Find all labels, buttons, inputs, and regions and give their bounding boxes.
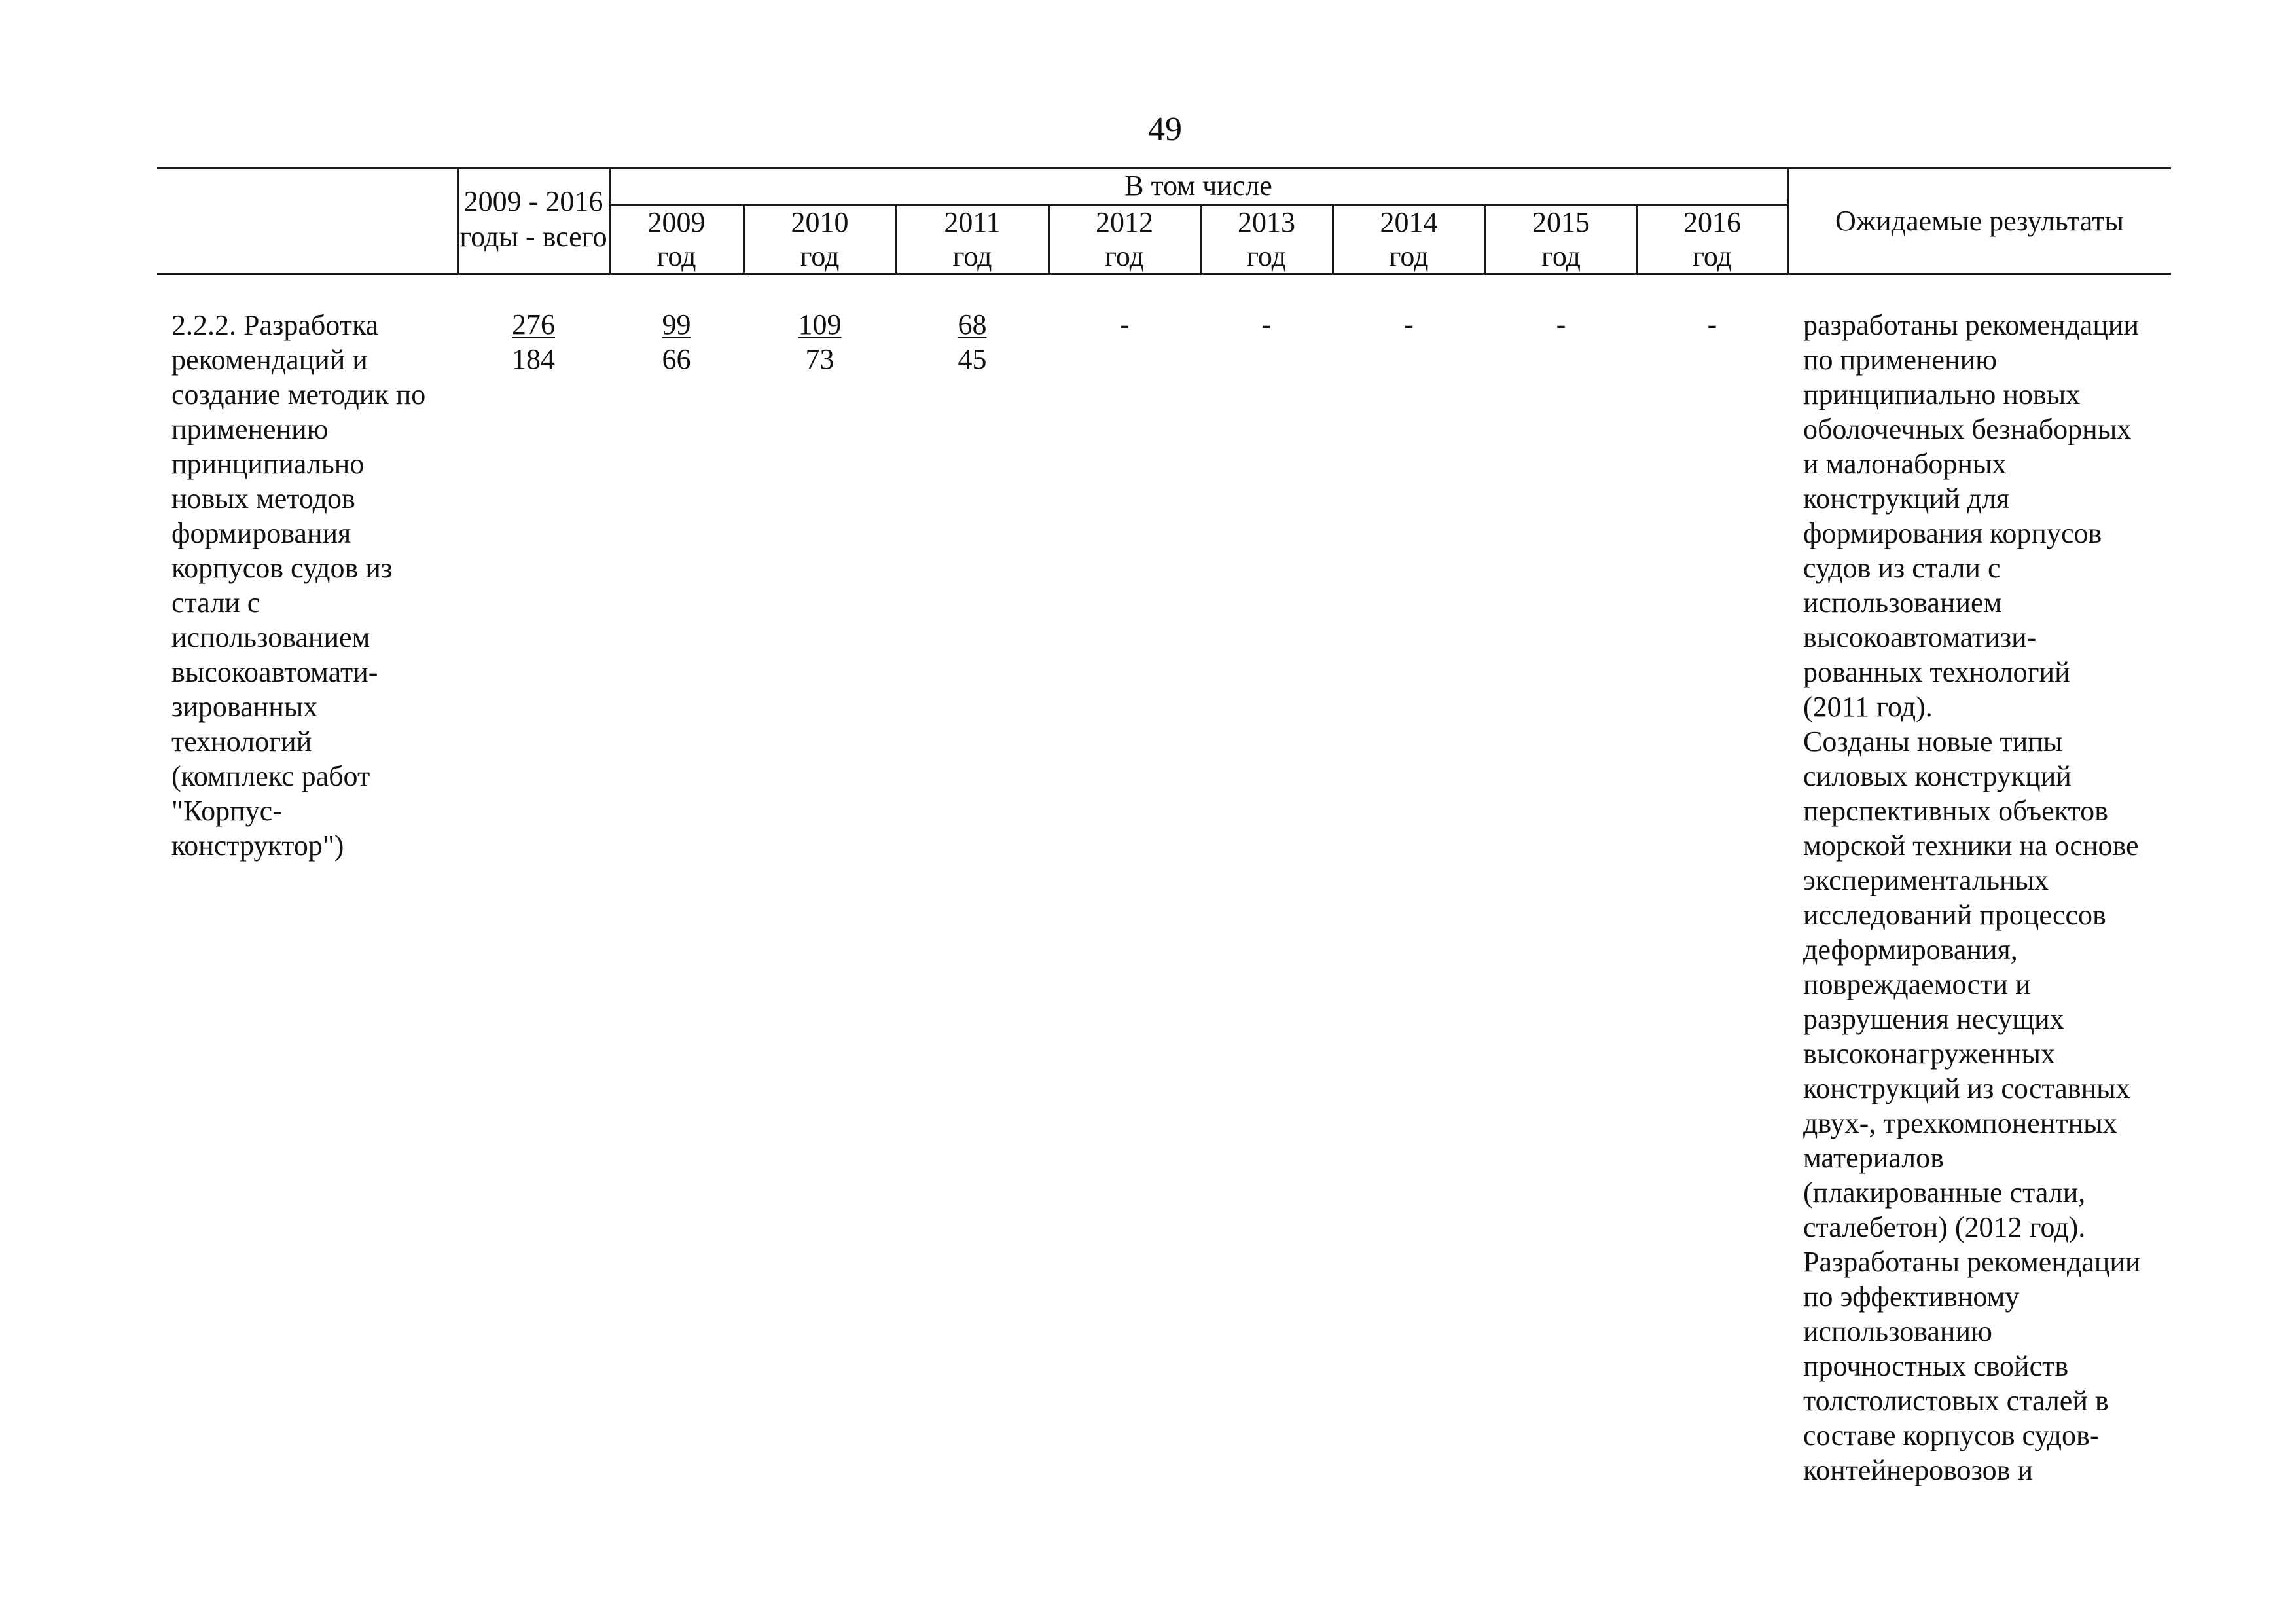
row-total-top: 276 <box>512 308 555 340</box>
expected-results-line: разработаны рекомендации <box>1803 309 2139 341</box>
row-name-line: корпусов судов из <box>171 552 393 584</box>
row-2009-bottom: 66 <box>662 343 691 375</box>
expected-results-line: по применению <box>1803 344 1998 376</box>
expected-results-line: повреждаемости и <box>1803 968 2031 1000</box>
expected-results-line: морской техники на основе <box>1803 830 2139 862</box>
row-2013-top: - <box>1261 308 1272 340</box>
header-year-2013: 2013 <box>1238 206 1295 238</box>
row-name-line: "Корпус- <box>171 795 282 827</box>
expected-results-line: формирования корпусов <box>1803 517 2102 549</box>
expected-results-line: экспериментальных <box>1803 864 2049 896</box>
header-total-line1: 2009 - 2016 <box>463 185 603 217</box>
row-name-line: конструктор") <box>171 830 344 862</box>
header-year-2009: 2009 <box>647 206 706 238</box>
page-number: 49 <box>1148 111 1182 148</box>
expected-results-line: (2011 год). <box>1803 691 1933 723</box>
header-year-2012: 2012 <box>1096 206 1153 238</box>
row-2012-top: - <box>1119 308 1130 340</box>
expected-results-line: оболочечных безнаборных <box>1803 413 2132 445</box>
expected-results-line: контейнеровозов и <box>1803 1454 2033 1486</box>
header-unit-2012: год <box>1104 240 1145 272</box>
expected-results-line: двух-, трехкомпонентных <box>1803 1107 2117 1139</box>
header-year-2014: 2014 <box>1380 206 1438 238</box>
expected-results-line: исследований процессов <box>1803 899 2106 931</box>
row-name-line: 2.2.2. Разработка <box>171 309 379 341</box>
expected-results-line: рованных технологий <box>1803 656 2070 688</box>
expected-results-line: Разработаны рекомендации <box>1803 1246 2141 1278</box>
header-year-2011: 2011 <box>944 206 1001 238</box>
row-2009-top: 99 <box>662 308 691 340</box>
expected-results-line: толстолистовых сталей в <box>1803 1385 2109 1417</box>
header-year-2016: 2016 <box>1683 206 1741 238</box>
row-name-line: технологий <box>171 725 312 757</box>
expected-results-line: деформирования, <box>1803 934 2018 966</box>
expected-results-line: высокоавтоматизи- <box>1803 621 2037 653</box>
row-name-line: создание методик по <box>171 378 426 410</box>
expected-results-line: материалов <box>1803 1142 1944 1174</box>
row-2014-top: - <box>1404 308 1414 340</box>
expected-results-line: силовых конструкций <box>1803 760 2072 792</box>
row-name <box>171 308 425 863</box>
row-2011-bottom: 45 <box>958 343 987 375</box>
row-name-line: стали с <box>171 587 260 619</box>
expected-results-line: конструкций для <box>1803 483 2010 515</box>
row-2010-bottom: 73 <box>805 343 834 375</box>
header-year-2010: 2010 <box>791 206 849 238</box>
row-2010-top: 109 <box>798 308 842 340</box>
row-name-line: использованием <box>171 621 370 653</box>
row-name-line: принципиально <box>171 448 365 480</box>
header-unit-2010: год <box>800 240 840 272</box>
row-2016-top: - <box>1707 308 1717 340</box>
expected-results-line: сталебетон) (2012 год). <box>1803 1211 2086 1243</box>
header-unit-2011: год <box>952 240 992 272</box>
expected-results-line: (плакированные стали, <box>1803 1176 2086 1209</box>
expected-results-line: Созданы новые типы <box>1803 725 2063 757</box>
expected-results-line: перспективных объектов <box>1803 795 2108 827</box>
expected-results-line: по эффективному <box>1803 1281 2020 1313</box>
header-unit-2014: год <box>1389 240 1429 272</box>
row-expected-results <box>1803 308 2140 1487</box>
header-unit-2009: год <box>656 240 696 272</box>
row-name-line: высокоавтомати- <box>171 656 378 688</box>
expected-results-line: конструкций из составных <box>1803 1072 2130 1104</box>
expected-results-line: и малонаборных <box>1803 448 2007 480</box>
header-unit-2015: год <box>1541 240 1581 272</box>
expected-results-line: разрушения несущих <box>1803 1003 2064 1035</box>
row-name-line: применению <box>171 413 329 445</box>
row-name-line: (комплекс работ <box>171 760 370 792</box>
header-expected-results: Ожидаемые результаты <box>1835 205 2124 237</box>
row-name-line: зированных <box>171 691 318 723</box>
row-name-line: новых методов <box>171 483 355 515</box>
expected-results-line: использованию <box>1803 1315 1992 1347</box>
expected-results-line: принципиально новых <box>1803 378 2081 410</box>
expected-results-line: составе корпусов судов- <box>1803 1419 2100 1451</box>
row-2011-top: 68 <box>958 308 987 340</box>
header-unit-2013: год <box>1246 240 1287 272</box>
header-including: В том числе <box>1124 170 1272 202</box>
expected-results-line: судов из стали с <box>1803 552 2001 584</box>
expected-results-line: использованием <box>1803 587 2002 619</box>
row-name-line: формирования <box>171 517 351 549</box>
expected-results-line: высоконагруженных <box>1803 1038 2055 1070</box>
header-year-2015: 2015 <box>1532 206 1590 238</box>
row-name-line: рекомендаций и <box>171 344 368 376</box>
row-2015-top: - <box>1556 308 1566 340</box>
expected-results-line: прочностных свойств <box>1803 1350 2069 1382</box>
header-unit-2016: год <box>1692 240 1732 272</box>
header-total-line2: годы - всего <box>459 221 607 253</box>
row-total-bottom: 184 <box>512 343 555 375</box>
